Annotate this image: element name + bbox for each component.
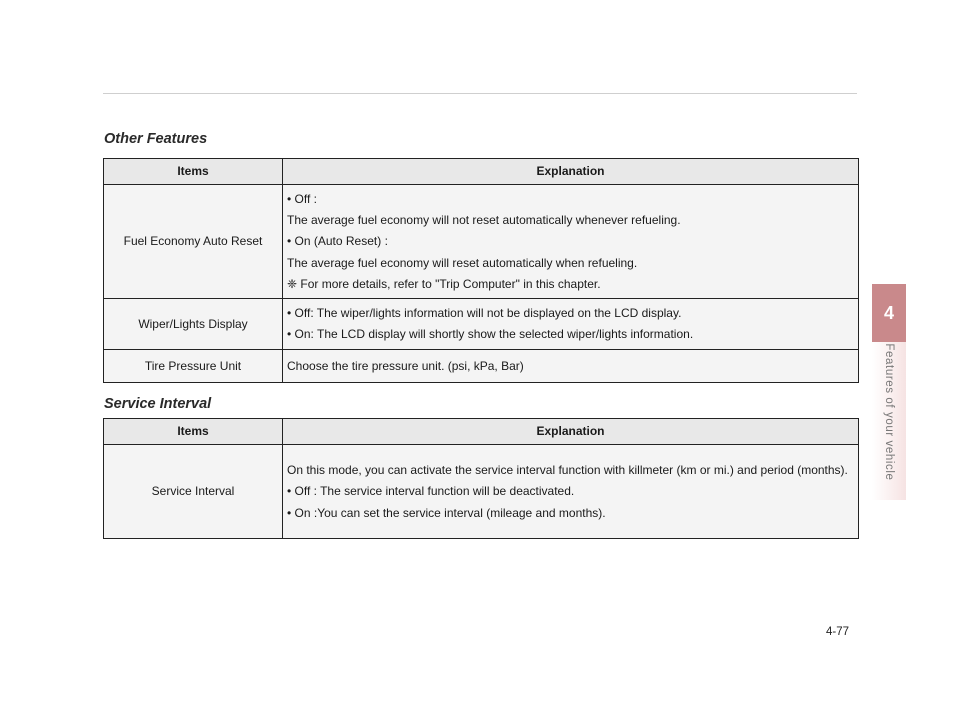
other-features-table xyxy=(103,158,859,383)
items-header: Items xyxy=(104,159,283,185)
other-features-title: Other Features xyxy=(104,131,208,147)
explanation-line: Choose the tire pressure unit. (psi, kPa, Bar) xyxy=(287,358,524,373)
chapter-tab: 4 xyxy=(872,284,906,342)
explanation-line: • On: The LCD display will shortly show the selected wiper/lights information. xyxy=(287,327,694,342)
table-row xyxy=(104,185,859,299)
chapter-title: Features of your vehicle xyxy=(883,343,895,481)
explanation-line: • Off : The service interval function will be deactivated. xyxy=(287,484,575,499)
item-cell: Fuel Economy Auto Reset xyxy=(104,185,283,299)
top-divider xyxy=(103,93,857,94)
service-interval-table xyxy=(103,418,859,539)
table-header-row xyxy=(104,419,859,445)
explanation-line: On this mode, you can activate the service interval function with killmeter (km or mi.) and period (months). xyxy=(287,463,848,478)
item-cell: Wiper/Lights Display xyxy=(104,298,283,349)
explanation-note: ❈ For more details, refer to "Trip Computer" in this chapter. xyxy=(287,276,601,291)
service-interval-title: Service Interval xyxy=(104,396,212,412)
explanation-line: The average fuel economy will not reset automatically whenever refueling. xyxy=(287,213,681,228)
explanation-cell xyxy=(283,185,859,299)
explanation-line: • Off: The wiper/lights information will not be displayed on the LCD display. xyxy=(287,306,682,321)
table-row xyxy=(104,298,859,349)
explanation-line: The average fuel economy will reset automatically when refueling. xyxy=(287,255,638,270)
explanation-line: • On (Auto Reset) : xyxy=(287,234,388,249)
item-cell: Tire Pressure Unit xyxy=(104,349,283,382)
explanation-cell xyxy=(283,445,859,539)
explanation-header: Explanation xyxy=(283,419,859,445)
item-cell: Service Interval xyxy=(104,445,283,539)
page-number: 4-77 xyxy=(826,626,850,638)
explanation-header: Explanation xyxy=(283,159,859,185)
explanation-line: • Off : xyxy=(287,192,317,206)
items-header: Items xyxy=(104,419,283,445)
table-row xyxy=(104,445,859,539)
explanation-cell xyxy=(283,349,859,382)
explanation-cell xyxy=(283,298,859,349)
table-row xyxy=(104,349,859,382)
table-header-row xyxy=(104,159,859,185)
explanation-line: • On :You can set the service interval (mileage and months). xyxy=(287,505,606,520)
